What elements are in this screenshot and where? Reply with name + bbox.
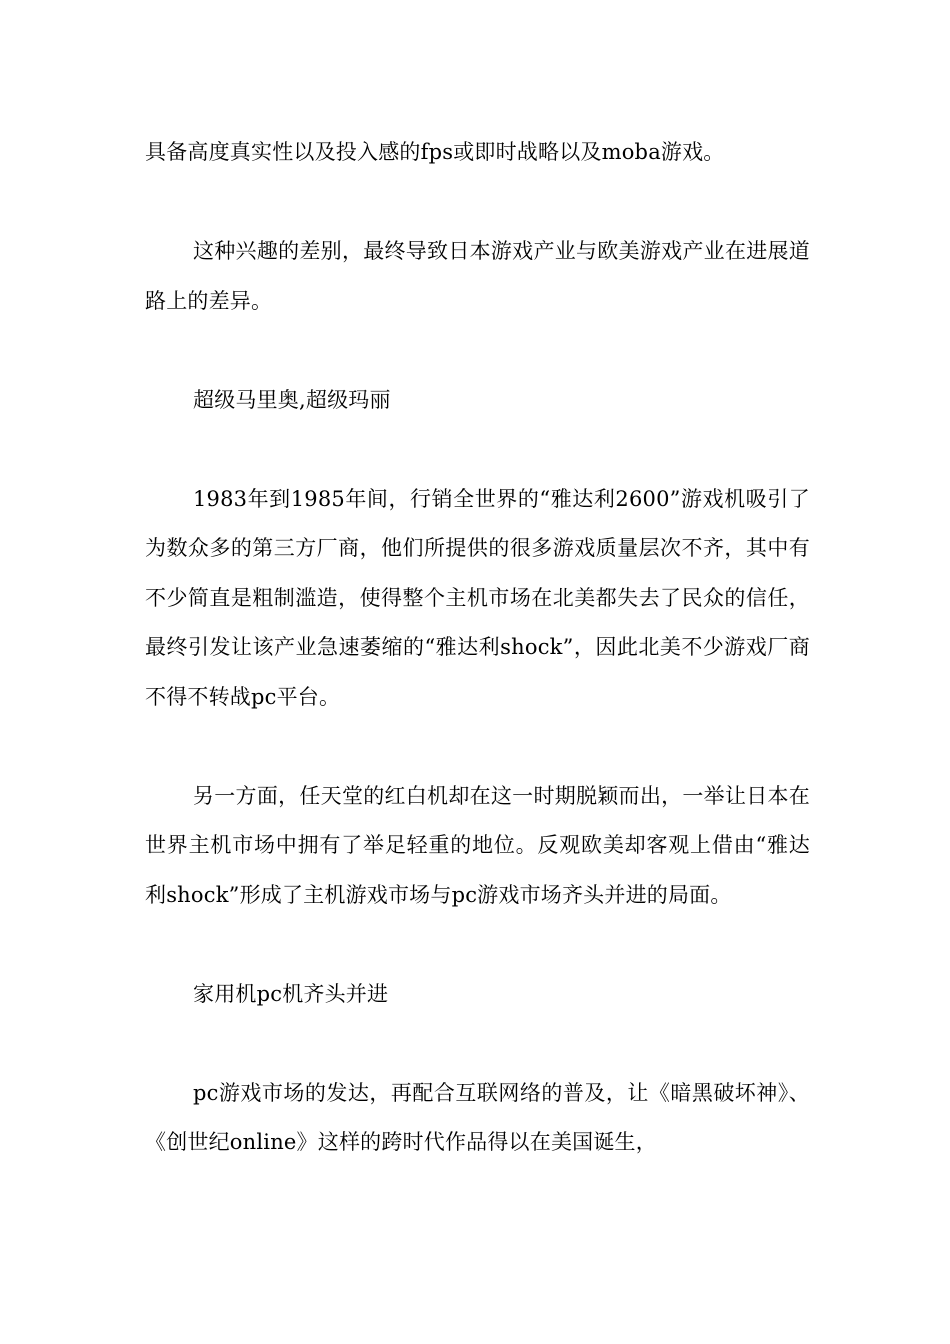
document-body — [145, 128, 810, 1168]
paragraph-atari-shock: 1983年到1985年间，行销全世界的“雅达利2600”游戏机吸引了为数众多的第三方厂商，他们所提供的很多游戏质量层次不齐，其中有不少简直是粗制滥造，使得整个主机市场在北美都失去了民众的信任，最终引发让该产业急速萎缩的“雅达利shock”，因此北美不少游戏厂商不得不转战pc平台。 — [145, 486, 810, 709]
section-heading-super-mario: 超级马里奥,超级玛丽 — [193, 387, 391, 412]
paragraph-pc-market: pc游戏市场的发达，再配合互联网络的普及，让《暗黑破坏神》、《创世纪online》这样的跨时代作品得以在美国诞生， — [145, 1080, 810, 1154]
paragraph-interest-difference: 这种兴趣的差别，最终导致日本游戏产业与欧美游戏产业在进展道路上的差异。 — [145, 239, 810, 313]
section-heading-console-pc: 家用机pc机齐头并进 — [193, 981, 389, 1006]
paragraph-nintendo-famicom: 另一方面，任天堂的红白机却在这一时期脱颖而出，一举让日本在世界主机市场中拥有了举足轻重的地位。反观欧美却客观上借由“雅达利shock”形成了主机游戏市场与pc游戏市场齐头并进的局面。 — [145, 783, 810, 907]
paragraph-continuation: 具备高度真实性以及投入感的fps或即时战略以及moba游戏。 — [145, 140, 725, 164]
